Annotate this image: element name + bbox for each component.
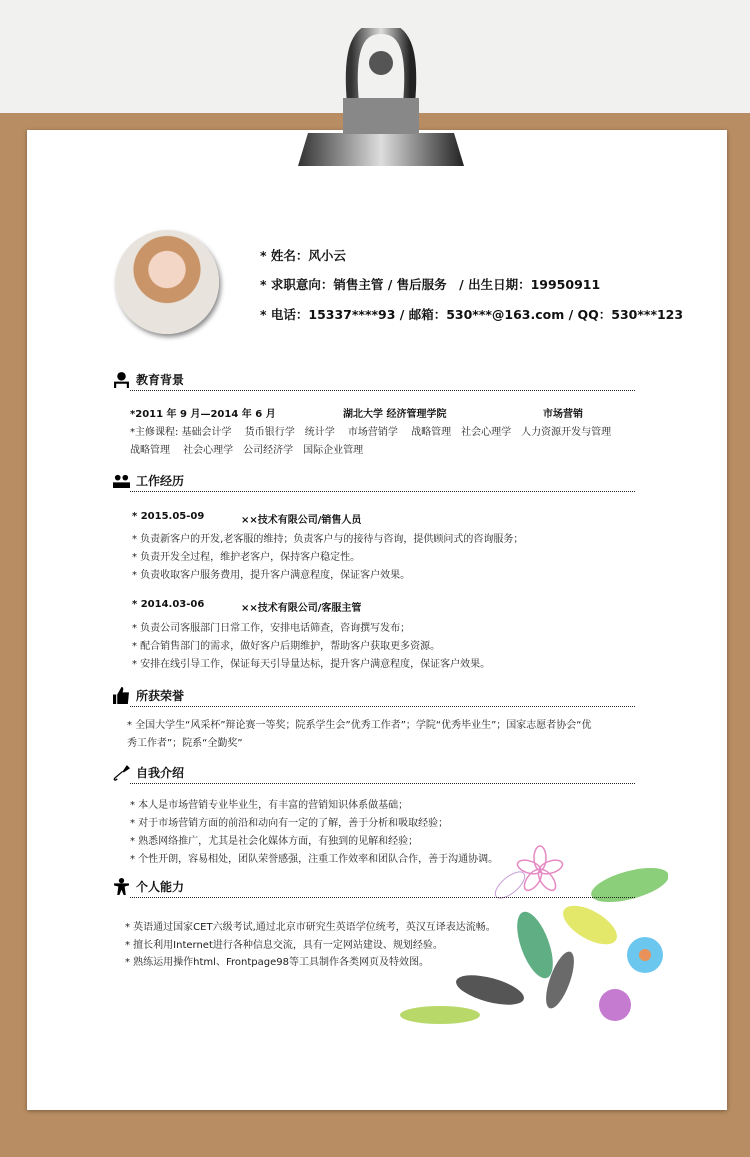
edu-major: 市场营销: [543, 409, 583, 420]
intro-item: * 个性开朗，容易相处，团队荣誉感强，注重工作效率和团队合作，善于沟通协调。: [130, 854, 499, 865]
intent-field: * 求职意向：销售主管 / 售后服务 / 出生日期：19950911: [260, 277, 601, 292]
person-icon: [113, 371, 130, 388]
team-icon: [113, 472, 130, 489]
thumbs-up-icon: [113, 687, 130, 704]
binder-clip-icon: [298, 28, 464, 168]
work-section: [113, 471, 638, 489]
divider: [130, 897, 635, 898]
job-item: * 负责开发全过程，维护老客户，保持客户稳定性。: [132, 552, 361, 563]
section-title: 自我介绍: [136, 765, 185, 780]
section-title: 所获荣誉: [136, 688, 185, 703]
floral-decoration: [400, 840, 668, 1026]
intro-item: * 对于市场营销方面的前沿和动向有一定的了解，善于分析和吸取经验；: [130, 818, 449, 829]
edu-period: *2011 年 9 月—2014 年 6 月: [130, 409, 276, 420]
contact-field: * 电话：15337****93 / 邮箱：530***@163.com / QQ：530***123: [260, 307, 684, 322]
job-item: * 负责收取客户服务费用，提升客户满意程度，保证客户效果。: [132, 570, 411, 581]
job-date: * 2014.03-06: [132, 599, 205, 610]
edu-courses: *主修课程: 基础会计学 货币银行学 统计学 市场营销学 战略管理 社会心理学 人力资源开发与管理: [130, 427, 612, 438]
section-title: 教育背景: [136, 372, 185, 387]
divider: [130, 706, 635, 707]
divider: [130, 390, 635, 391]
honors-text: * 全国大学生“风采杯”辩论赛一等奖；院系学生会”优秀工作者”；学院“优秀毕业生”；国家志愿者协会“优: [127, 720, 592, 731]
intro-section: [113, 763, 638, 781]
intro-item: * 本人是市场营销专业毕业生，有丰富的营销知识体系做基础；: [130, 800, 409, 811]
job-date: * 2015.05-09: [132, 511, 205, 522]
ability-section: [113, 877, 638, 895]
job-item: * 负责公司客服部门日常工作，安排电话筛查，咨询撰写发布；: [132, 623, 411, 634]
honors-section: [113, 686, 638, 704]
job-item: * 配合销售部门的需求，做好客户后期维护，帮助客户获取更多资源。: [132, 641, 441, 652]
education-section: [113, 370, 638, 388]
divider: [130, 783, 635, 784]
honors-text: 秀工作者”；院系“全勤奖”: [127, 738, 243, 749]
section-title: 工作经历: [136, 473, 185, 488]
name-field: * 姓名：风小云: [260, 248, 346, 263]
job-item: * 负责新客户的开发,老客服的维持；负责客户与的接待与咨询，提供顾问式的咨询服务；: [132, 534, 524, 545]
job-item: * 安排在线引导工作，保证每天引导量达标，提升客户满意程度，保证客户效果。: [132, 659, 491, 670]
intro-item: * 熟悉网络推广，尤其是社会化媒体方面，有独到的见解和经验；: [130, 836, 419, 847]
edu-school: 湖北大学 经济管理学院: [343, 409, 447, 420]
divider: [130, 491, 635, 492]
ability-item: * 英语通过国家CET六级考试,通过北京市研究生英语学位统考，英汉互译表达流畅。: [125, 922, 496, 933]
job-company: ××技术有限公司/销售人员: [241, 515, 362, 526]
ability-item: * 熟练运用操作html、Frontpage98等工具制作各类网页及特效图。: [125, 957, 429, 968]
edu-courses: 战略管理 社会心理学 公司经济学 国际企业管理: [130, 445, 364, 456]
microphone-icon: [113, 764, 130, 781]
person-standing-icon: [113, 878, 130, 895]
job-company: ××技术有限公司/客服主管: [241, 603, 362, 614]
avatar-photo: [115, 230, 219, 334]
ability-item: * 擅长利用Internet进行各种信息交流，具有一定网站建设、规划经验。: [125, 940, 443, 951]
section-title: 个人能力: [136, 879, 185, 894]
